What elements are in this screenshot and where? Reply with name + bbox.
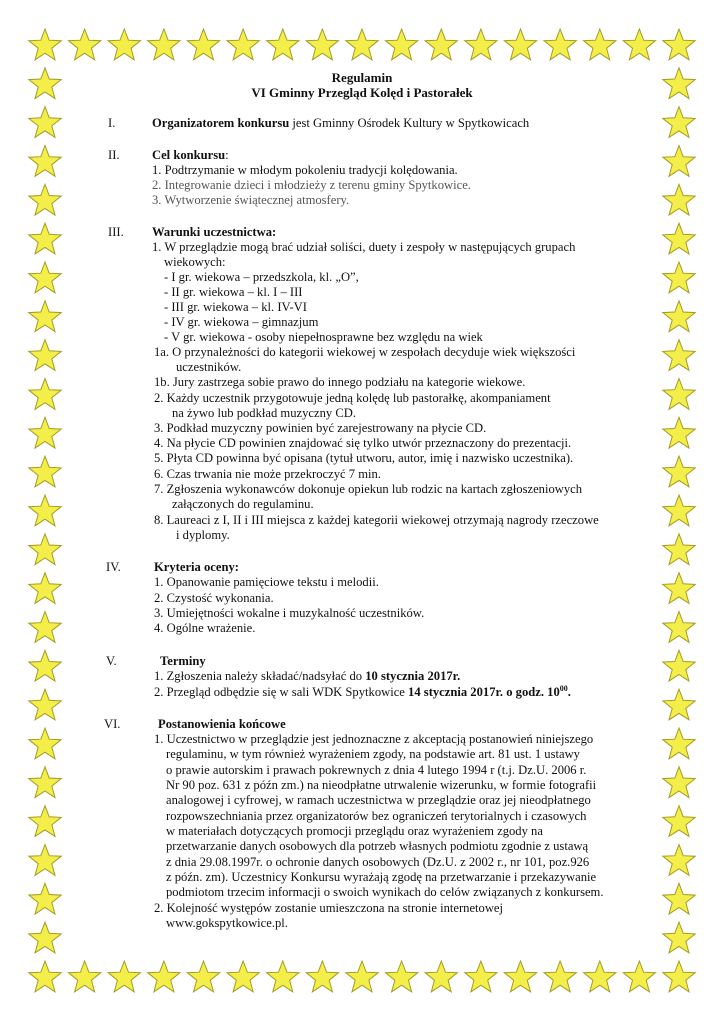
section-6-line: przetwarzanie danych osobowych dla potrzeb własnych podmiotu zgodnie z ustawą [166, 839, 589, 853]
section-5-heading: Terminy [160, 654, 206, 668]
section-5-item-2-sup: 00 [559, 683, 568, 693]
section-3-line: 1b. Jury zastrzega sobie prawo do innego podziału na kategorie wiekowe. [154, 375, 526, 389]
section-5-number: V. [106, 654, 117, 668]
section-3-line: - I gr. wiekowa – przedszkola, kl. „O”, [164, 270, 359, 284]
section-4-item: 1. Opanowanie pamięciowe tekstu i melodii. [154, 575, 379, 589]
section-4-item: 2. Czystość wykonania. [154, 591, 274, 605]
section-3-line: i dyplomy. [176, 528, 230, 542]
section-2-heading-line [152, 148, 229, 163]
section-4-item: 3. Umiejętności wokalne i muzykalność uczestników. [154, 606, 425, 620]
section-5-item-1-prefix: 1. Zgłoszenia należy składać/nadsyłać do [154, 669, 366, 683]
section-6-line: 1. Uczestnictwo w przeglądzie jest jednoznaczne z akceptacją postanowień niniejszego [154, 732, 594, 746]
section-4-number: IV. [106, 560, 121, 574]
section-5-item-2-end: . [567, 685, 571, 699]
section-6-line: analogowej i cyfrowej, w ramach uczestnictwa w przeglądzie oraz jej nieodpłatnego [166, 793, 591, 807]
section-3-line: 1a. O przynależności do kategorii wiekowej w zespołach decyduje wiek większości [154, 345, 576, 359]
section-1-number: I. [108, 116, 116, 130]
section-3-line: 2. Każdy uczestnik przygotowuje jedną kolędę lub pastorałkę, akompaniament [154, 391, 551, 405]
section-3-line: wiekowych: [164, 255, 226, 269]
section-2-item: 1. Podtrzymanie w młodym pokoleniu tradycji kolędowania. [152, 163, 458, 177]
section-4-item: 4. Ogólne wrażenie. [154, 621, 256, 635]
section-3-line: uczestników. [176, 360, 242, 374]
section-6-number: VI. [104, 717, 121, 731]
section-3-line: - III gr. wiekowa – kl. IV-VI [164, 300, 307, 314]
section-3-heading: Warunki uczestnictwa: [152, 225, 277, 239]
section-5-item-2-prefix: 2. Przegląd odbędzie się w sali WDK Spytkowice [154, 685, 409, 699]
section-6-website: www.gokspytkowice.pl. [166, 916, 288, 930]
section-3-number: III. [108, 225, 124, 239]
document-subtitle: VI Gminny Przegląd Kolęd i Pastorałek [251, 85, 473, 100]
section-6-line: regulaminu, w tym również wyrażeniem zgody, na podstawie art. 81 ust. 1 ustawy [166, 747, 580, 761]
section-2-item: 2. Integrowanie dzieci i młodzieży z terenu gminy Spytkowice. [152, 178, 471, 192]
section-5-item-2-date: 14 stycznia 2017r. o godz. 10 [408, 685, 560, 699]
section-5-item-2 [154, 685, 571, 700]
section-6-line: rozpowszechniania przez organizatorów bez ograniczeń terytorialnych i czasowych [166, 809, 587, 823]
section-1-heading: Organizatorem konkursu [152, 116, 290, 130]
section-2-rest: : [225, 148, 229, 162]
section-3-line: 6. Czas trwania nie może przekroczyć 7 min. [154, 467, 381, 481]
section-6-line: w materiałach dotyczących promocji przeglądu oraz wyrażeniem zgody na [166, 824, 543, 838]
section-6-line: podmiotom trzecim informacji o swoich wynikach do celów związanych z konkursem. [166, 885, 604, 899]
section-3-line: - V gr. wiekowa - osoby niepełnosprawne bez względu na wiek [164, 330, 483, 344]
section-6-heading: Postanowienia końcowe [158, 717, 286, 731]
section-6-line: z dnia 29.08.1997r. o ochronie danych osobowych (Dz.U. z 2002 r., nr 101, poz.926 [166, 855, 590, 869]
section-4-heading: Kryteria oceny: [154, 560, 239, 574]
section-2-item: 3. Wytworzenie świątecznej atmosfery. [152, 193, 350, 207]
section-6-line: Nr 90 poz. 631 z późn zm.) na nieodpłatne utrwalenie wizerunku, w formie fotografii [166, 778, 597, 792]
section-3-line: - IV gr. wiekowa – gimnazjum [164, 315, 319, 329]
section-2-heading: Cel konkursu [152, 148, 226, 162]
section-3-line: na żywo lub podkład muzyczny CD. [172, 406, 356, 420]
section-2-number: II. [108, 148, 120, 162]
section-3-line: 5. Płyta CD powinna być opisana (tytuł utworu, autor, imię i nazwisko uczestnika). [154, 451, 574, 465]
document-title: Regulamin [331, 70, 393, 85]
section-5-item-1-date: 10 stycznia 2017r. [365, 669, 461, 683]
section-3-line: 8. Laureaci z I, II i III miejsca z każdej kategorii wiekowej otrzymają nagrody rzeczowe [154, 513, 599, 527]
section-3-line: - II gr. wiekowa – kl. I – III [164, 285, 303, 299]
section-6-line: 2. Kolejność występów zostanie umieszczona na stronie internetowej [154, 901, 504, 915]
section-3-line: załączonych do regulaminu. [172, 497, 314, 511]
section-6-line: o prawie autorskim i prawach pokrewnych z dnia 4 lutego 1994 r (t.j. Dz.U. 2006 r. [166, 763, 587, 777]
section-6-line: z późn. zm). Uczestnicy Konkursu wyrażają zgodę na przetwarzanie i przekazywanie [166, 870, 597, 884]
section-1-text [152, 116, 529, 131]
section-5-item-1 [154, 669, 460, 684]
section-3-line: 3. Podkład muzyczny powinien być zarejestrowany na płycie CD. [154, 421, 487, 435]
section-3-line: 4. Na płycie CD powinien znajdować się tylko utwór przeznaczony do prezentacji. [154, 436, 572, 450]
section-3-line: 1. W przeglądzie mogą brać udział soliści, duety i zespoły w następujących grupach [152, 240, 576, 254]
section-1-rest: jest Gminny Ośrodek Kultury w Spytkowicach [289, 116, 530, 130]
section-3-line: 7. Zgłoszenia wykonawców dokonuje opiekun lub rodzic na kartach zgłoszeniowych [154, 482, 583, 496]
